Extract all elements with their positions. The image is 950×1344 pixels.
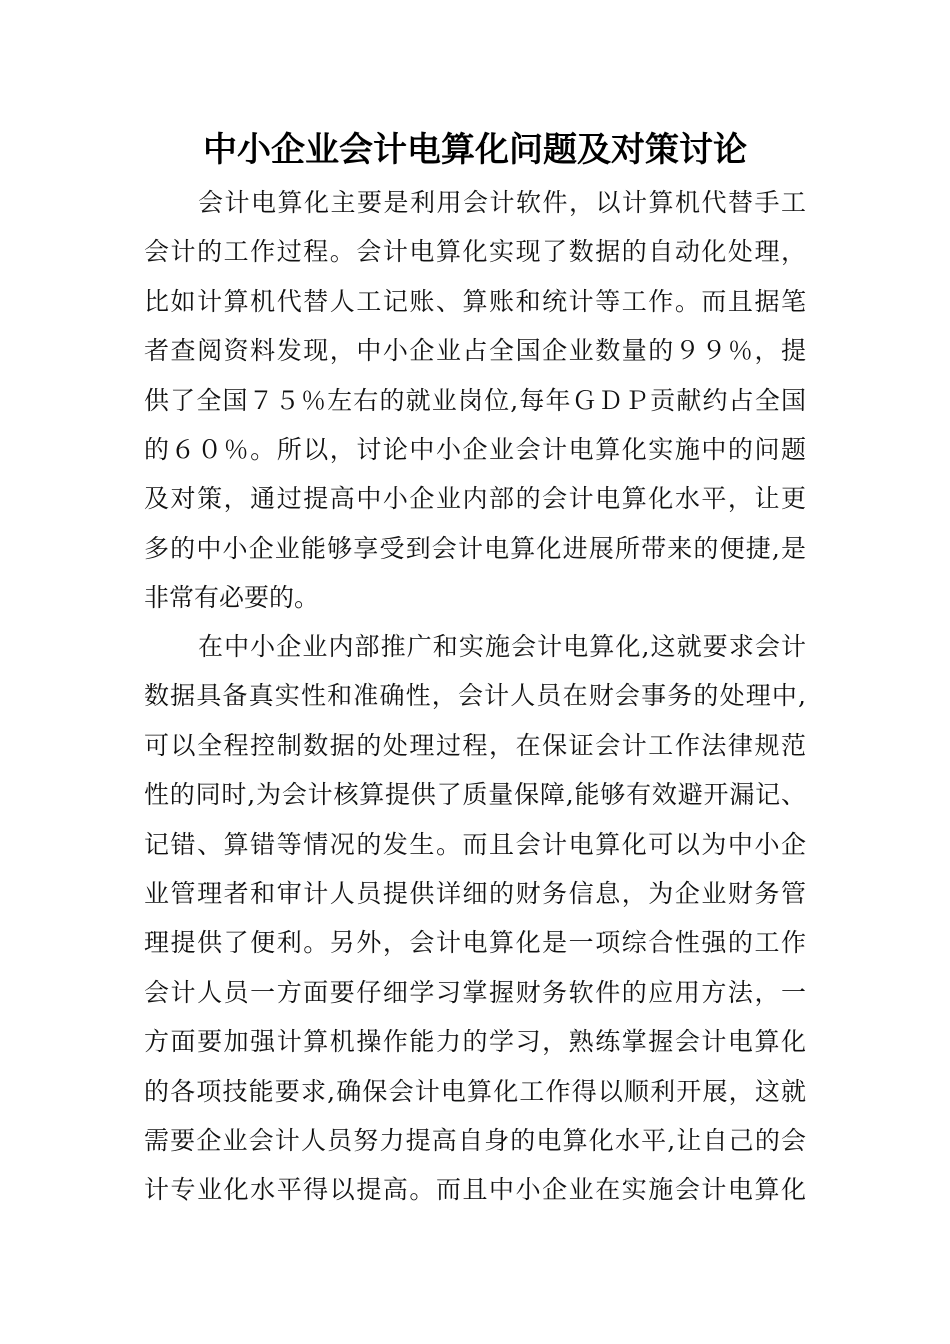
text-line: 记错、算错等情况的发生。而且会计电算化可以为中小企	[144, 829, 806, 859]
text-line: 比如计算机代替人工记账、算账和统计等工作。而且据笔	[144, 286, 806, 316]
text-line: 的各项技能要求,确保会计电算化工作得以顺利开展，这就	[144, 1076, 806, 1106]
text-line: 计专业化水平得以提高。而且中小企业在实施会计电算化	[144, 1175, 806, 1205]
text-line: 会计电算化主要是利用会计软件，以计算机代替手工	[198, 188, 806, 217]
text-line: 非常有必要的。	[144, 583, 320, 613]
text-line: 者查阅资料发现，中小企业占全国企业数量的９９％，提	[144, 336, 806, 366]
text-line: 会计的工作过程。会计电算化实现了数据的自动化处理，	[144, 237, 806, 267]
text-line: 性的同时,为会计核算提供了质量保障,能够有效避开漏记、	[144, 780, 806, 810]
text-line: 需要企业会计人员努力提高自身的电算化水平,让自己的会	[144, 1125, 806, 1155]
text-line: 会计人员一方面要仔细学习掌握财务软件的应用方法，一	[144, 977, 806, 1007]
text-line: 数据具备真实性和准确性，会计人员在财会事务的处理中,	[144, 681, 806, 711]
text-line: 的６０％。所以，讨论中小企业会计电算化实施中的问题	[144, 434, 806, 464]
text-line: 及对策，通过提高中小企业内部的会计电算化水平，让更	[144, 484, 806, 514]
text-line: 在中小企业内部推广和实施会计电算化,这就要求会计	[198, 632, 806, 661]
text-line: 可以全程控制数据的处理过程，在保证会计工作法律规范	[144, 730, 806, 760]
paragraph-2	[144, 622, 806, 1215]
document-title: 中小企业会计电算化问题及对策讨论	[203, 130, 747, 170]
text-line: 理提供了便利。另外，会计电算化是一项综合性强的工作	[144, 928, 806, 958]
text-line: 方面要加强计算机操作能力的学习，熟练掌握会计电算化	[144, 1027, 806, 1057]
text-line: 多的中小企业能够享受到会计电算化进展所带来的便捷,是	[144, 533, 806, 563]
text-line: 业管理者和审计人员提供详细的财务信息，为企业财务管	[144, 878, 806, 908]
paragraph-1	[144, 178, 806, 623]
text-line: 供了全国７５％左右的就业岗位,每年ＧＤＰ贡献约占全国	[144, 385, 806, 415]
